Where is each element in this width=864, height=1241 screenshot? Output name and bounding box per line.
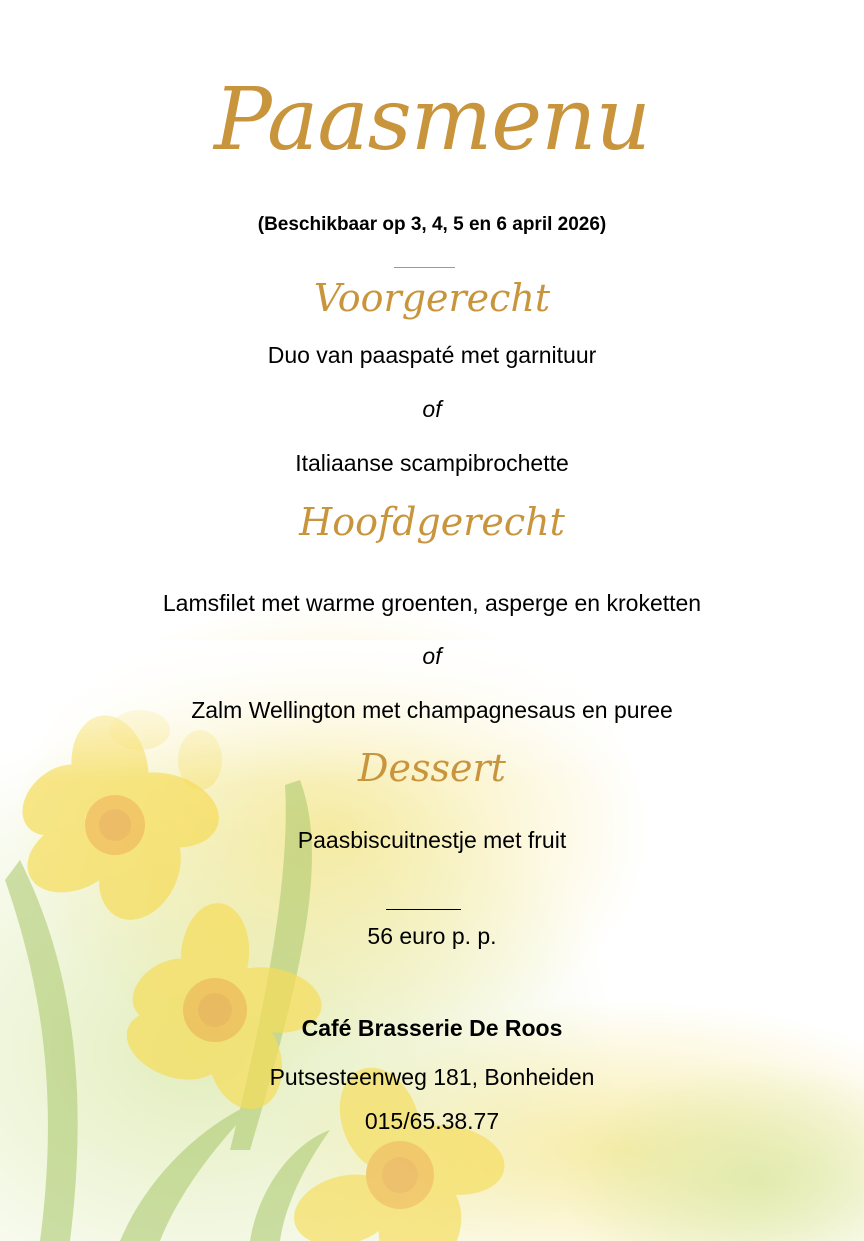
menu-title: Paasmenu	[214, 70, 650, 170]
option-separator: of	[422, 643, 442, 669]
course-heading-voorgerecht: Voorgerecht	[313, 276, 551, 320]
venue-phone: 015/65.38.77	[364, 1108, 500, 1134]
course-heading-hoofdgerecht: Hoofdgerecht	[299, 500, 565, 544]
dish-dessert-option-1: Paasbiscuitnestje met fruit	[297, 827, 567, 853]
menu-price: 56 euro p. p.	[367, 923, 497, 949]
divider-bottom	[386, 909, 461, 910]
dish-hoofdgerecht-option-1: Lamsfilet met warme groenten, asperge en kroketten	[162, 590, 702, 616]
option-separator: of	[422, 396, 442, 422]
venue-name: Café Brasserie De Roos	[301, 1015, 563, 1041]
divider-top	[394, 267, 455, 268]
dish-hoofdgerecht-option-2: Zalm Wellington met champagnesaus en puree	[191, 697, 673, 723]
dish-voorgerecht-option-1: Duo van paaspaté met garnituur	[267, 342, 597, 368]
availability-dates: (Beschikbaar op 3, 4, 5 en 6 april 2026)	[257, 214, 607, 235]
venue-address: Putsesteenweg 181, Bonheiden	[269, 1064, 595, 1090]
dish-voorgerecht-option-2: Italiaanse scampibrochette	[295, 450, 569, 476]
course-heading-dessert: Dessert	[358, 746, 506, 790]
